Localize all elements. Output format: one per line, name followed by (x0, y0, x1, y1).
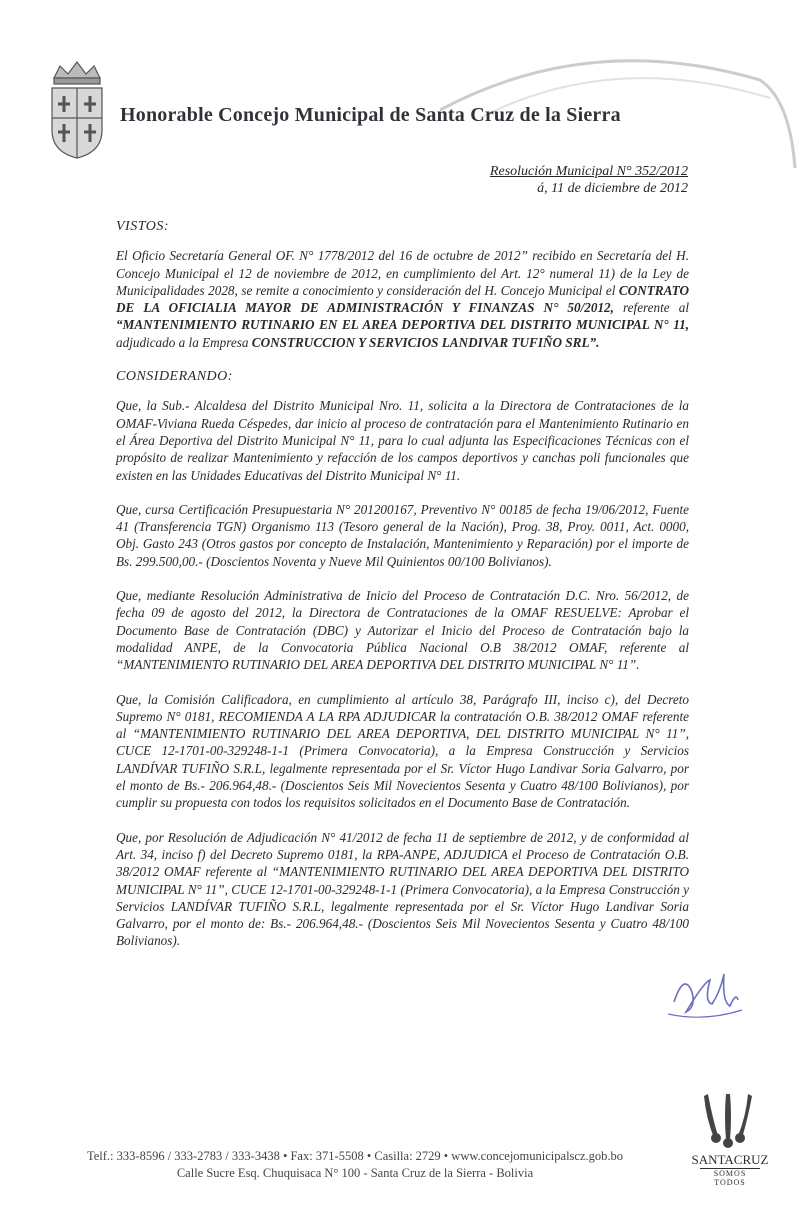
considerando-paragraph: Que, por Resolución de Adjudicación N° 41/2012 de fecha 11 de septiembre de 2012, y de conformidad al Art. 34, inciso f) del Decreto Supremo 0181, la RPA-ANPE, ADJUDICA el Proceso de Contratación O.B. 38/2012 OMAF referente al “MANTENIMIENTO RUTINARIO DEL AREA DEPORTIVA DEL DISTRITO MUNICIPAL N° 11”, CUCE 12-1701-00-329248-1-1 (Primera Convocatoria), a la Empresa Construcción y Servicios LANDÍVAR TUFIÑO S.R.L, legalmente representada por el Sr. Víctor Hugo Landivar Soria Galvarro, por el monto de: Bs.- 206.964,48.- (Doscientos Seis Mil Novecientos Sesenta y Cuatro 48/100 Bolivianos). (116, 829, 689, 949)
footer-contact: Telf.: 333-8596 / 333-2783 / 333-3438 • Fax: 371-5508 • Casilla: 2729 • www.concejomunicipalscz.gob.bo (86, 1149, 624, 1163)
vistos-bold-1: CONTRATO DE LA OFICIALIA MAYOR DE ADMINISTRACIÓN Y FINANZAS N° 50/2012, (116, 282, 689, 316)
vistos-text-3: adjudicado a la Empresa (116, 334, 252, 350)
vistos-heading: VISTOS: (116, 219, 170, 234)
vistos-paragraph (116, 247, 689, 351)
logo-tagline: SOMOS TODOS (700, 1168, 760, 1187)
logo-name: SANTACRUZ (691, 1152, 769, 1167)
considerando-paragraph: Que, cursa Certificación Presupuestaria N° 201200167, Preventivo N° 00185 de fecha 19/06/2012, Fuente 41 (Transferencia TGN) Organismo 113 (Tesoro general de la Nación), Prog. 38, Proy. 0011, Act. 0000, Obj. Gasto 243 (Otros gastos por concepto de Instalación, Mantenimiento y Reparación) por el importe de Bs. 299.500,00.- (Doscientos Noventa y Nueve Mil Quinientos 00/100 Bolivianos). (116, 501, 689, 569)
considerando-paragraph: Que, la Sub.- Alcaldesa del Distrito Municipal Nro. 11, solicita a la Directora de Contrataciones de la OMAF-Viviana Rueda Céspedes, dar inicio al proceso de contratación para el Mantenimiento Rutinario en el Área Deportiva del Distrito Municipal N° 11, para lo cual adjunta las Especificaciones Técnicas con el propósito de realizar Mantenimiento y refacción de los campos deportivos y canchas poli funcionales que existen en las Unidades Educativas del Distrito Municipal N° 11. (116, 398, 689, 483)
footer-address: Calle Sucre Esq. Chuquisaca N° 100 - Santa Cruz de la Sierra - Bolivia (176, 1166, 534, 1180)
vistos-bold-3: CONSTRUCCION Y SERVICIOS LANDIVAR TUFIÑO SRL”. (251, 334, 600, 350)
resolution-date: á, 11 de diciembre de 2012 (537, 181, 688, 196)
considerando-paragraph: Que, la Comisión Calificadora, en cumplimiento al artículo 38, Parágrafo III, inciso c), del Decreto Supremo N° 0181, RECOMIENDA A LA RPA ADJUDICAR la contratación O.B. 38/2012 OMAF referente al “MANTENIMIENTO RUTINARIO DEL AREA DEPORTIVA, DEL DISTRITO MUNICIPAL N° 11”, CUCE 12-1701-00-329248-1-1 (Primera Convocatoria), a la Empresa Construcción y Servicios LANDÍVAR TUFIÑO S.R.L, legalmente representada por el Sr. Víctor Hugo Landivar Soria Galvarro, por el monto de Bs.- 206.964,48.- (Doscientos Seis Mil Novecientos Sesenta y Cuatro 48/100 Bolivianos), por cumplir su propuesta con todos los requisitos solicitados en el Documento Base de Contratación. (116, 691, 689, 811)
considerando-heading: CONSIDERANDO: (116, 369, 233, 385)
signature-icon (664, 962, 744, 1032)
footer (50, 1148, 660, 1182)
vistos-text-2: referente al (613, 300, 689, 316)
vistos-text-1: El Oficio Secretaría General OF. N° 1778/2012 del 16 de octubre de 2012” recibido en Secretaría del H. Concejo Municipal el 12 de noviembre de 2012, en cumplimiento del Art. 12° numeral 11) de la Ley de Municipalidades 2028, se remite a conocimiento y consideración del H. Concejo Municipal el (116, 248, 689, 298)
considerando-paragraph: Que, mediante Resolución Administrativa de Inicio del Proceso de Contratación D.C. Nro. 56/2012, de fecha 09 de agosto del 2012, la Directora de Contrataciones de la OMAF RESUELVE: Aprobar el Documento Base de Contratación (DBC) y Autorizar el Inicio del Proceso de Contratación bajo la modalidad ANPE, de la Convocatoria Pública Nacional O.B 38/2012 OMAF, referente al “MANTENIMIENTO RUTINARIO DEL AREA DEPORTIVA DEL DISTRITO MUNICIPAL N° 11”. (116, 588, 689, 673)
resolution-number: Resolución Municipal N° 352/2012 (489, 164, 688, 179)
coat-of-arms-icon (46, 60, 108, 162)
resolution-block (490, 163, 688, 197)
document-body (116, 218, 689, 967)
page-title: Honorable Concejo Municipal de Santa Cruz de la Sierra (120, 104, 621, 126)
vistos-bold-2: “MANTENIMIENTO RUTINARIO EN EL AREA DEPORTIVA DEL DISTRITO MUNICIPAL N° 11, (116, 317, 689, 333)
